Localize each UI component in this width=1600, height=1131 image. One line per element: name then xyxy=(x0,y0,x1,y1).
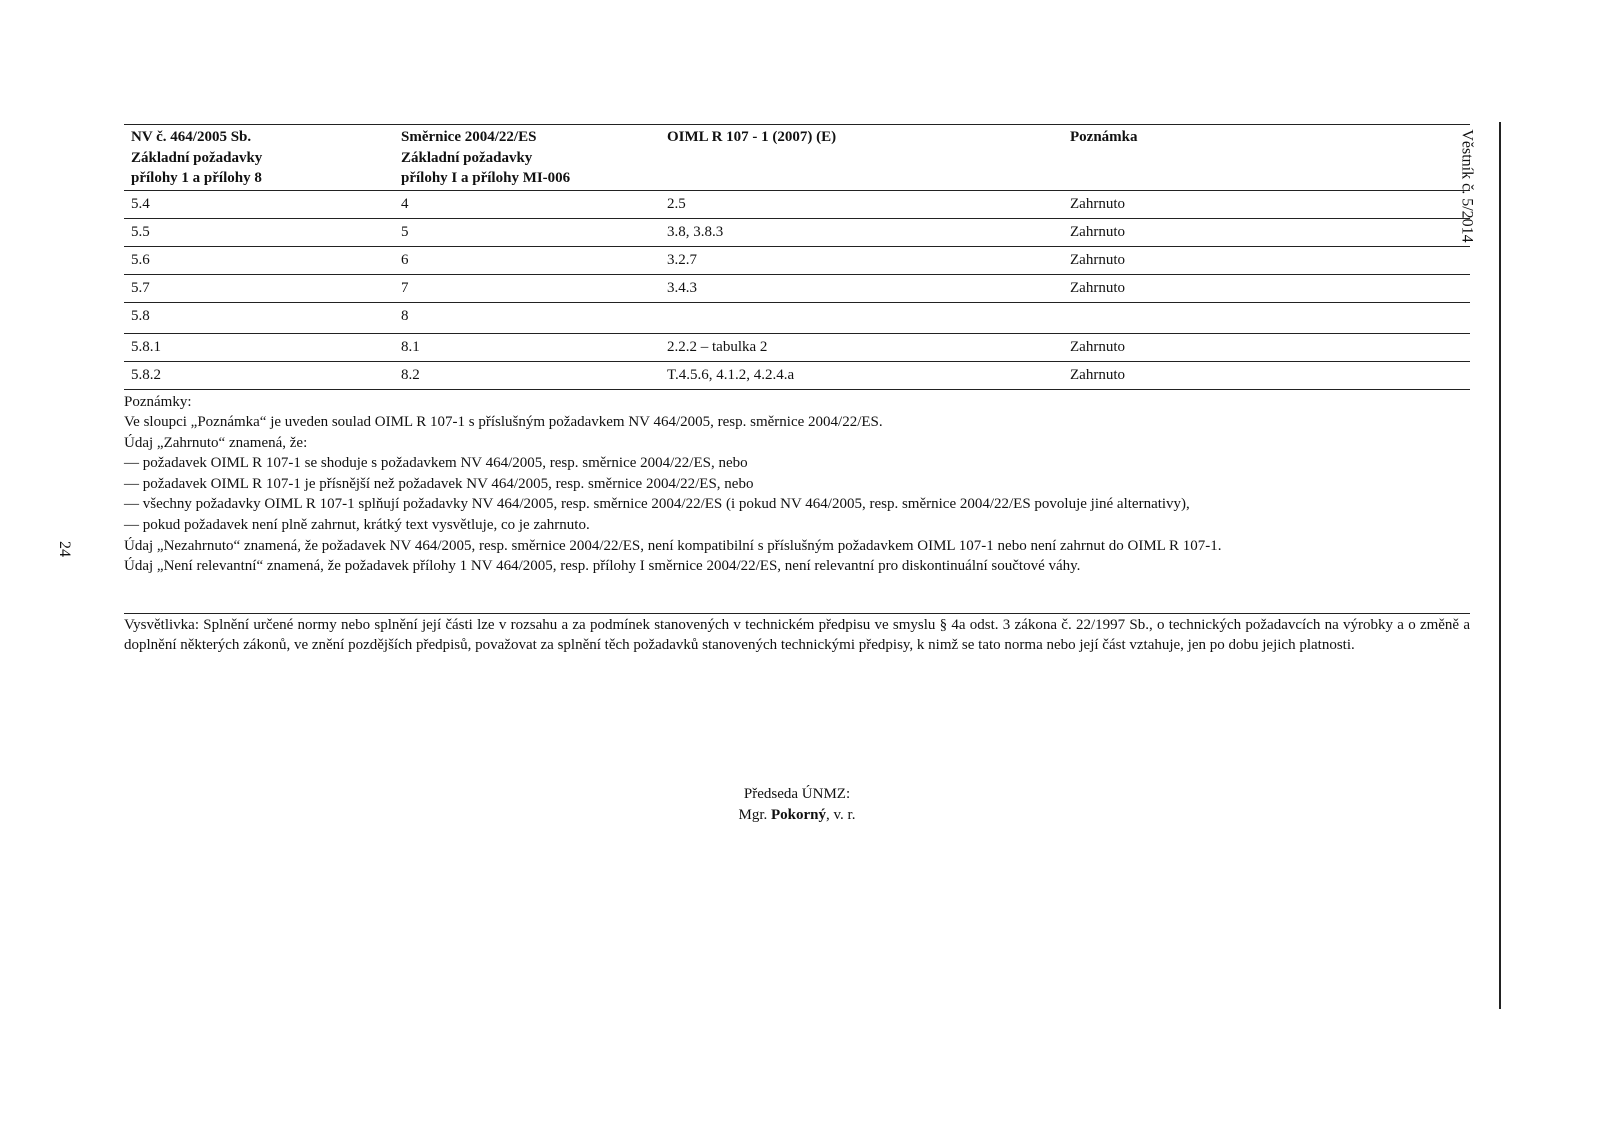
margin-rule xyxy=(1499,122,1501,1009)
cell-note: Zahrnuto xyxy=(1063,333,1470,361)
header-line: OIML R 107 - 1 (2007) (E) xyxy=(667,129,837,145)
note-line: Údaj „Zahrnuto“ znamená, že: xyxy=(124,434,308,451)
cell-nv: 5.7 xyxy=(124,274,394,302)
table-row xyxy=(124,274,1470,302)
cell-directive: 8.2 xyxy=(394,361,660,389)
cell-note: Zahrnuto xyxy=(1063,274,1470,302)
cell-directive: 6 xyxy=(394,246,660,274)
note-line: — všechny požadavky OIML R 107-1 splňují požadavky NV 464/2005, resp. směrnice 2004/22/ES (i pokud NV 464/2005, resp. směrnice 2004/22/ES povoluje jiné alternativy), xyxy=(124,496,1190,513)
cell-oiml: 2.2.2 – tabulka 2 xyxy=(660,333,1063,361)
table-row xyxy=(124,361,1470,389)
column-header-nv xyxy=(124,125,394,191)
cell-oiml: 3.2.7 xyxy=(660,246,1063,274)
header-line: Poznámka xyxy=(1070,129,1138,145)
explanation-text: Vysvětlivka: Splnění určené normy nebo splnění její části lze v rozsahu a za podmínek stanovených v technickém předpisu ve smyslu § 4a odst. 3 zákona č. 22/1997 Sb., o technických požadavcích na výrobky a o změně a doplnění některých zákonů, ve znění pozdějších předpisů, považovat za splnění těch požadavků stanovených technickými předpisy, k nimž se tato norma nebo její část vztahuje, jen po dobu jejich platnosti. xyxy=(124,616,1470,654)
cell-directive: 7 xyxy=(394,274,660,302)
header-line: Směrnice 2004/22/ES xyxy=(401,129,537,145)
cell-oiml: 3.8, 3.8.3 xyxy=(660,218,1063,246)
header-line: přílohy 1 a přílohy 8 xyxy=(131,170,262,186)
signature-suffix: , v. r. xyxy=(826,807,856,823)
cell-note: Zahrnuto xyxy=(1063,246,1470,274)
note-line: Údaj „Nezahrnuto“ znamená, že požadavek NV 464/2005, resp. směrnice 2004/22/ES, není kompatibilní s příslušným požadavkem OIML 107-1 nebo není zahrnut do OIML R 107-1. xyxy=(124,537,1222,554)
cell-nv: 5.4 xyxy=(124,190,394,218)
column-header-directive xyxy=(394,125,660,191)
note-line: — požadavek OIML R 107-1 se shoduje s požadavkem NV 464/2005, resp. směrnice 2004/22/ES, nebo xyxy=(124,455,748,472)
page-number: 24 xyxy=(56,541,73,557)
signature-prefix: Mgr. xyxy=(738,807,768,823)
header-line: Základní požadavky xyxy=(401,149,533,166)
cell-nv: 5.8 xyxy=(124,302,394,333)
note-line: — požadavek OIML R 107-1 je přísnější než požadavek NV 464/2005, resp. směrnice 2004/22/ES, nebo xyxy=(124,475,754,492)
table-row xyxy=(124,333,1470,361)
table-row xyxy=(124,190,1470,218)
running-head: Věstník č. 5/2014 xyxy=(1458,129,1476,243)
cell-nv: 5.6 xyxy=(124,246,394,274)
cell-nv: 5.8.2 xyxy=(124,361,394,389)
cell-directive: 4 xyxy=(394,190,660,218)
cell-oiml: T.4.5.6, 4.1.2, 4.2.4.a xyxy=(660,361,1063,389)
document-body xyxy=(124,124,1470,656)
cell-oiml: 2.5 xyxy=(660,190,1063,218)
note-line: Údaj „Není relevantní“ znamená, že požadavek přílohy 1 NV 464/2005, resp. přílohy I směrnice 2004/22/ES, není relevantní pro diskontinuální součtové váhy. xyxy=(124,558,1081,575)
table-header-row xyxy=(124,125,1470,191)
column-header-oiml xyxy=(660,125,1063,191)
cell-note: Zahrnuto xyxy=(1063,190,1470,218)
notes-section xyxy=(124,392,1470,577)
note-line: — pokud požadavek není plně zahrnut, krátký text vysvětluje, co je zahrnuto. xyxy=(124,517,590,534)
notes-heading: Poznámky: xyxy=(124,393,192,410)
signature-name: Pokorný xyxy=(771,807,827,823)
cell-directive: 8 xyxy=(394,302,660,333)
cell-oiml: 3.4.3 xyxy=(660,274,1063,302)
table-row xyxy=(124,218,1470,246)
header-line: Základní požadavky xyxy=(131,149,263,166)
signature-block xyxy=(124,784,1470,826)
header-line: přílohy I a přílohy MI-006 xyxy=(401,170,571,186)
cell-nv: 5.5 xyxy=(124,218,394,246)
explanation-footnote xyxy=(124,613,1470,656)
requirements-table xyxy=(124,124,1470,390)
cell-note: Zahrnuto xyxy=(1063,361,1470,389)
signature-title: Předseda ÚNMZ: xyxy=(743,786,851,802)
cell-directive: 8.1 xyxy=(394,333,660,361)
signature-line xyxy=(124,805,1470,826)
note-line: Ve sloupci „Poznámka“ je uveden soulad OIML R 107-1 s příslušným požadavkem NV 464/2005, resp. směrnice 2004/22/ES. xyxy=(124,414,883,431)
table-row xyxy=(124,246,1470,274)
cell-note xyxy=(1063,302,1470,333)
cell-directive: 5 xyxy=(394,218,660,246)
cell-oiml xyxy=(660,302,1063,333)
table-row xyxy=(124,302,1470,333)
cell-note: Zahrnuto xyxy=(1063,218,1470,246)
cell-nv: 5.8.1 xyxy=(124,333,394,361)
header-line: NV č. 464/2005 Sb. xyxy=(131,129,252,145)
column-header-note xyxy=(1063,125,1470,191)
